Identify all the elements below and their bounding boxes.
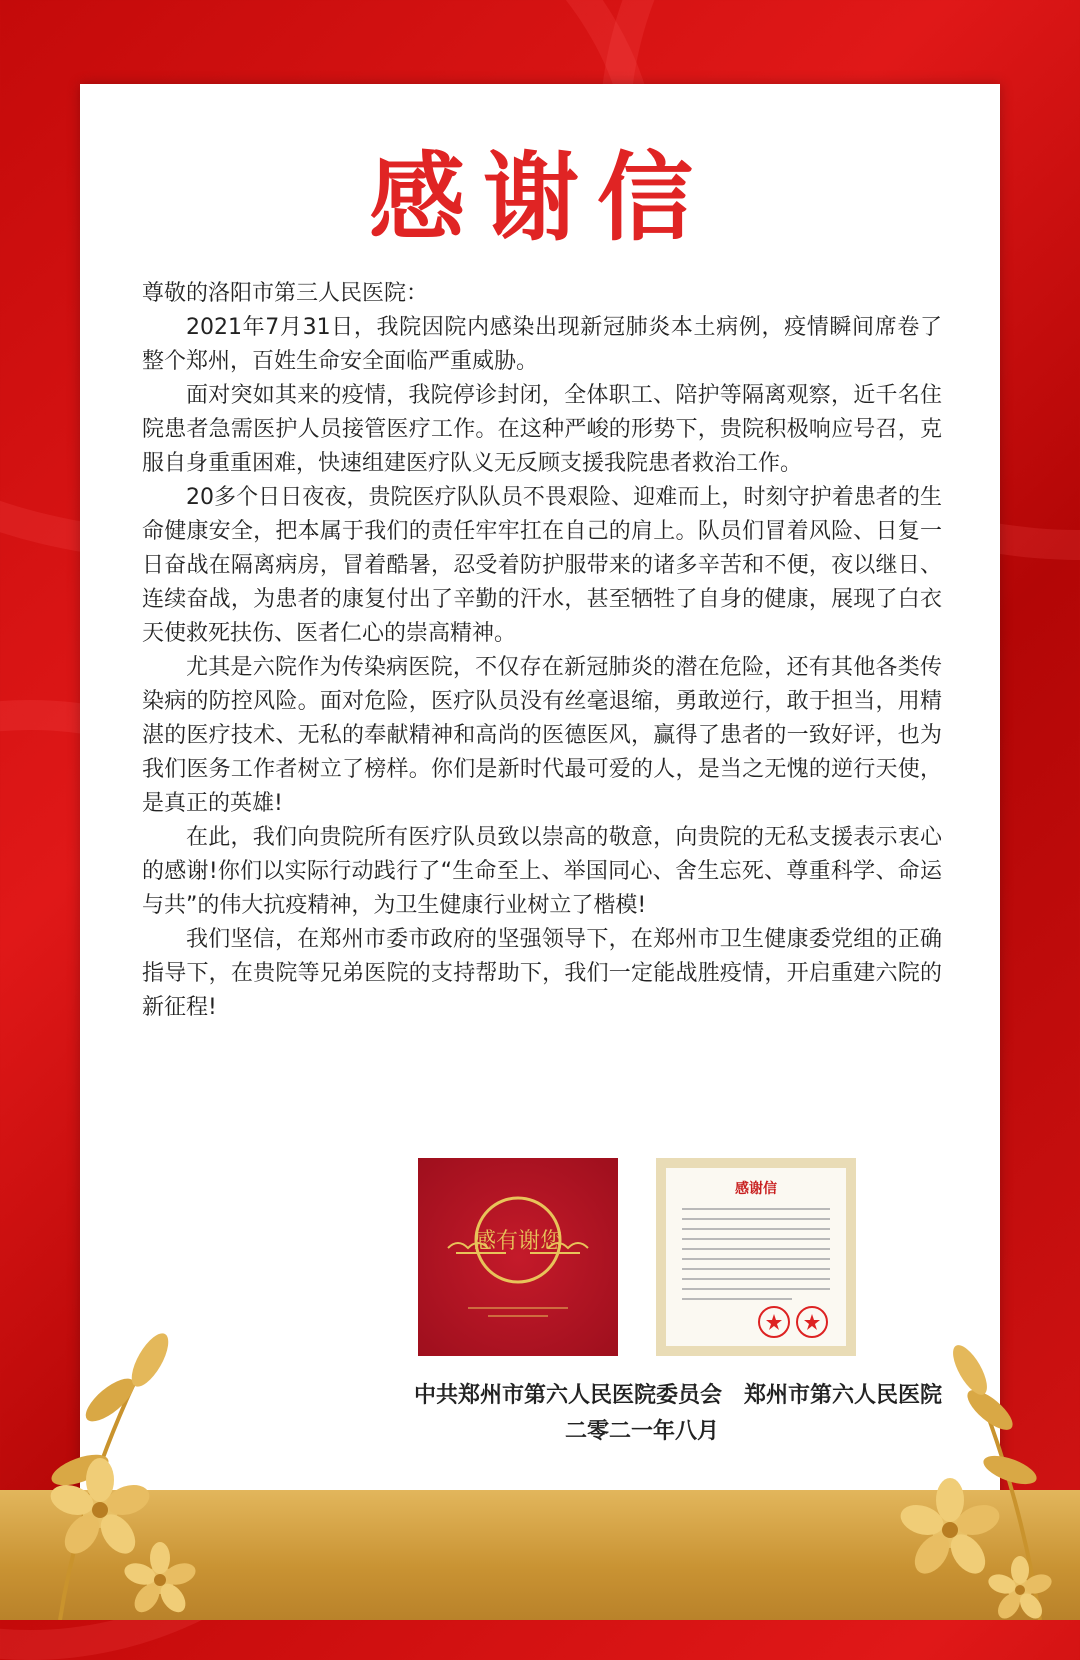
text-line — [682, 1208, 830, 1210]
letter-title: 感谢信 — [369, 141, 711, 254]
official-seal-icon — [754, 1304, 834, 1340]
thank-you-card-photo — [418, 1158, 618, 1356]
text-line — [682, 1278, 830, 1280]
paragraph-5: 在此，我们向贵院所有医疗队员致以崇高的敬意，向贵院的无私支援表示衷心的感谢!你们以实际行动践行了“生命至上、举国同心、舍生忘死、尊重科学、命运与共”的伟大抗疫精神，为卫生健康行业树立了楷模! — [142, 825, 942, 918]
paragraph-1: 2021年7月31日，我院因院内感染出现新冠肺炎本土病例，疫情瞬间席卷了整个郑州，百姓生命安全面临严重威胁。 — [142, 315, 942, 374]
card-text: 感有谢您 — [473, 1229, 563, 1254]
letter-body — [142, 277, 942, 1025]
gold-flower-right-icon — [860, 1290, 1080, 1620]
text-line — [682, 1228, 830, 1230]
text-line — [682, 1258, 830, 1260]
salutation: 尊敬的洛阳市第三人民医院： — [142, 281, 429, 306]
printed-letter-page — [666, 1168, 846, 1346]
text-line — [682, 1288, 830, 1290]
gold-flower-left-icon — [0, 1290, 260, 1620]
text-line — [682, 1218, 830, 1220]
paragraph-4: 尤其是六院作为传染病医院，不仅存在新冠肺炎的潜在危险，还有其他各类传染病的防控风险。面对危险，医疗队员没有丝毫退缩，勇敢逆行，敢于担当，用精湛的医疗技术、无私的奉献精神和高尚的医德医风，赢得了患者的一致好评，也为我们医务工作者树立了榜样。你们是新时代最可爱的人，是当之无愧的逆行天使，是真正的英雄! — [142, 655, 942, 816]
letter-date: 二零二一年八月 — [564, 1419, 719, 1444]
paragraph-2: 面对突如其来的疫情，我院停诊封闭，全体职工、陪护等隔离观察，近千名住院患者急需医护人员接管医疗工作。在这种严峻的形势下，贵院积极响应号召，克服自身重重困难，快速组建医疗队义无反顾支援我院患者救治工作。 — [142, 383, 942, 476]
paragraph-6: 我们坚信，在郑州市委市政府的坚强领导下，在郑州市卫生健康委党组的正确指导下，在贵院等兄弟医院的支持帮助下，我们一定能战胜疫情，开启重建六院的新征程! — [142, 927, 942, 1020]
text-line — [682, 1248, 830, 1250]
signature: 中共郑州市第六人民医院委员会 郑州市第六人民医院 — [413, 1383, 942, 1408]
text-line — [682, 1298, 792, 1300]
printed-letter-photo — [656, 1158, 856, 1356]
text-line — [682, 1268, 830, 1270]
signature-block — [142, 1378, 942, 1450]
card-logo-icon — [418, 1158, 618, 1356]
text-line — [682, 1238, 830, 1240]
printed-letter-title: 感谢信 — [735, 1181, 777, 1197]
paragraph-3: 20多个日日夜夜，贵院医疗队队员不畏艰险、迎难而上，时刻守护着患者的生命健康安全，把本属于我们的责任牢牢扛在自己的肩上。队员们冒着风险、日复一日奋战在隔离病房，冒着酷暑，忍受着防护服带来的诸多辛苦和不便，夜以继日、连续奋战，为患者的康复付出了辛勤的汗水，甚至牺牲了自身的健康，展现了白衣天使救死扶伤、医者仁心的崇高精神。 — [142, 485, 942, 646]
